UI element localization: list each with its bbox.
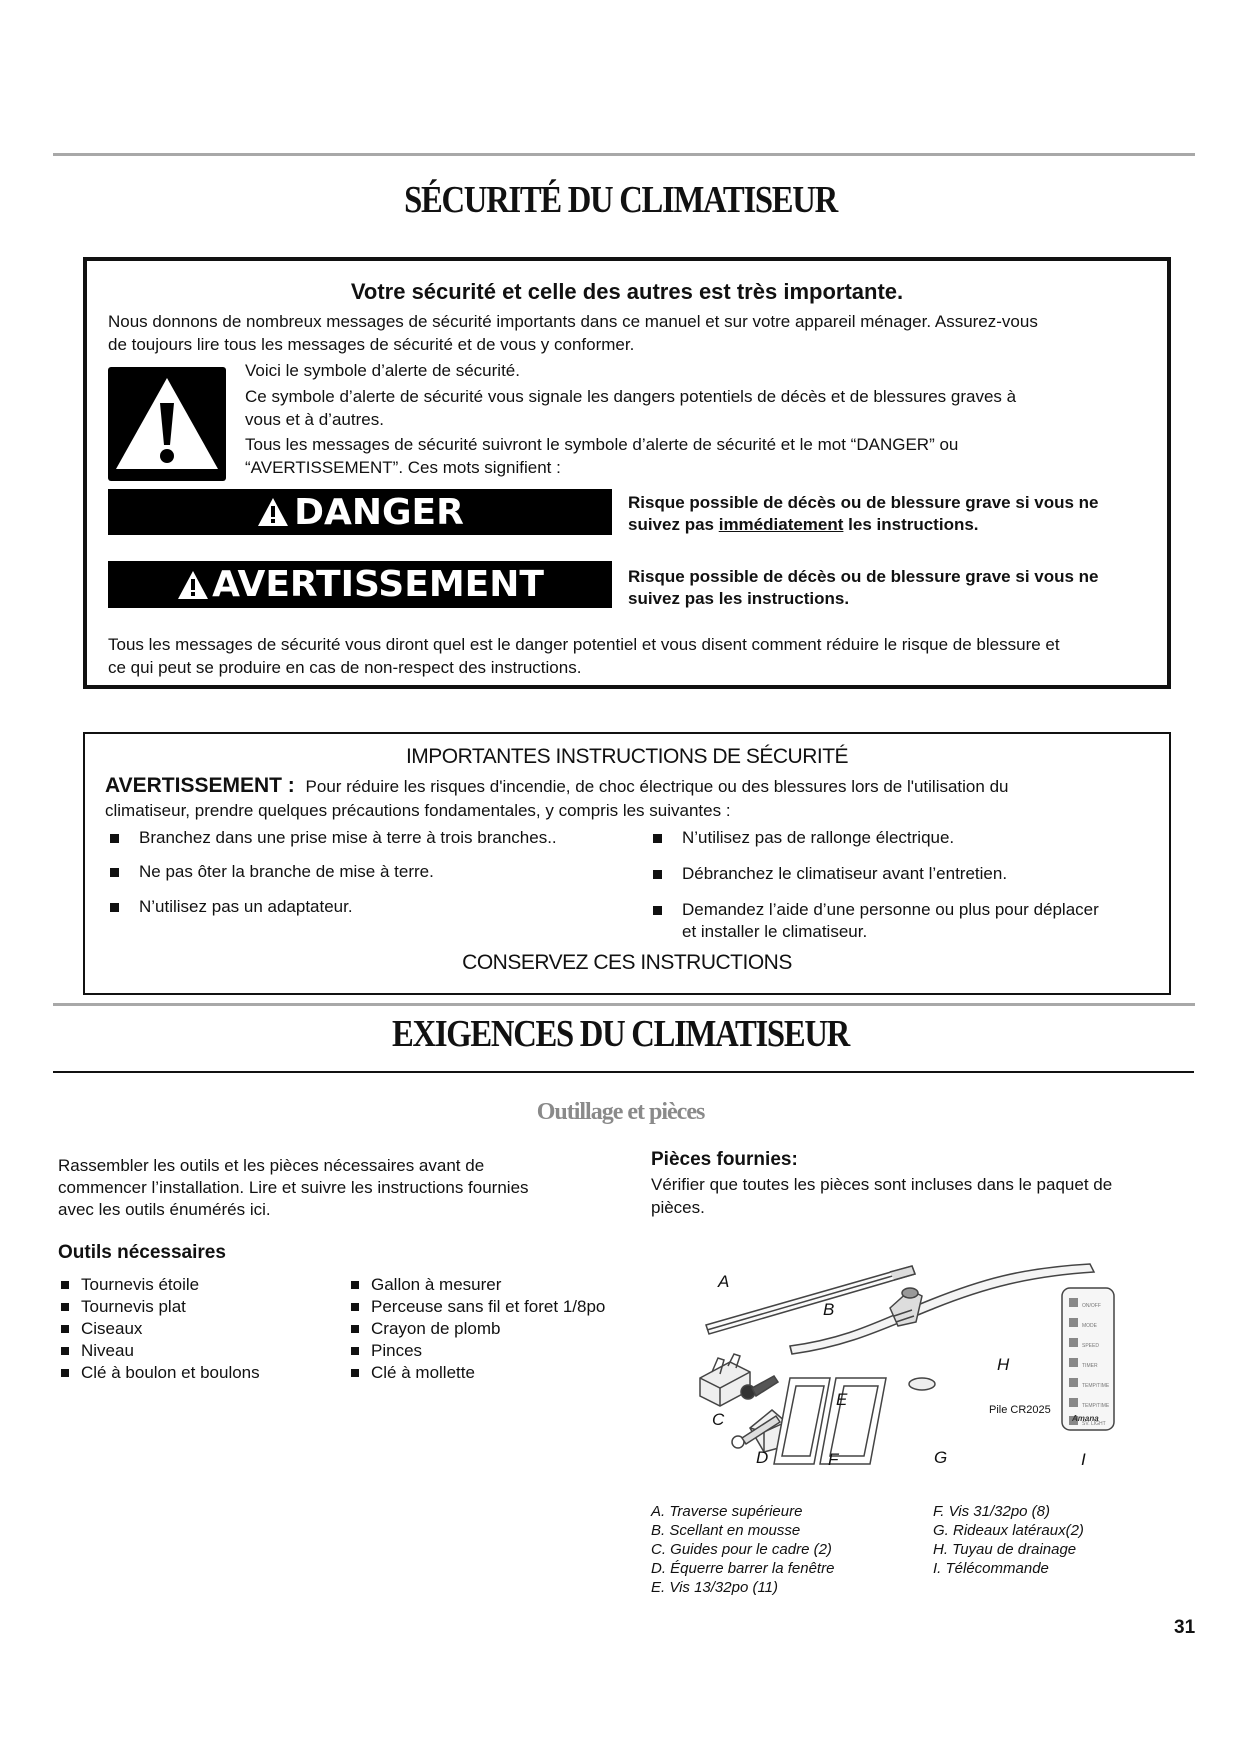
security-title: SÉCURITÉ DU CLIMATISEUR — [404, 179, 837, 221]
figure-label-g: G — [934, 1448, 948, 1467]
figure-label-c: C — [712, 1410, 725, 1429]
safety-heading: Votre sécurité et celle des autres est très importante. — [350, 279, 904, 304]
drain-tube-part — [890, 1288, 922, 1326]
figure-label-h: H — [997, 1355, 1010, 1374]
page-number: 31 — [1174, 1617, 1196, 1638]
instructions-heading: IMPORTANTES INSTRUCTIONS DE SÉCURITÉ — [405, 745, 849, 768]
figure-label-f: F — [828, 1450, 839, 1469]
requirements-underline — [53, 1071, 1194, 1073]
warning-text-2: suivez pas les instructions. — [628, 589, 850, 608]
remote-brand-logo: Amana — [1072, 1414, 1099, 1423]
legend-item: H. Tuyau de drainage — [933, 1541, 1077, 1558]
danger-text-2c: les instructions. — [843, 515, 979, 534]
legend-item: D. Équerre barrer la fenêtre — [651, 1560, 835, 1577]
warning-banner — [108, 561, 612, 608]
instructions-warning-word: AVERTISSEMENT : — [105, 774, 295, 797]
legend-item: E. Vis 13/32po (11) — [651, 1579, 779, 1596]
figure-label-i: I — [1081, 1450, 1086, 1469]
danger-text-2 — [628, 513, 979, 536]
legend-item: G. Rideaux latéraux(2) — [933, 1522, 1084, 1539]
danger-text-2a: suivez pas — [628, 515, 719, 534]
legend-item: C. Guides pour le cadre (2) — [651, 1541, 832, 1558]
figure-label-b: B — [823, 1300, 835, 1319]
requirements-title: EXIGENCES DU CLIMATISEUR — [392, 1013, 849, 1055]
warning-triangle-icon — [176, 569, 210, 601]
safety-footer-line1: Tous les messages de sécurité vous diront quel est le danger potentiel et vous disent comment réduire le risque de blessure et — [108, 635, 1060, 654]
figure-label-a: A — [718, 1272, 730, 1291]
remote-button-labels: ON/OFF MODE SPEED TIMER TEMP/TIME TEMP/TIME SV. LIGHT — [1082, 1303, 1110, 1427]
foam-seal-part — [790, 1264, 1094, 1354]
warning-triangle-icon — [256, 496, 290, 528]
symbol-text-1: Voici le symbole d’alerte de sécurité. — [245, 361, 520, 380]
tools-heading: Outils nécessaires — [58, 1242, 226, 1263]
safety-intro-line2: de toujours lire tous les messages de sécurité et de vous y conformer. — [108, 335, 635, 354]
safety-message-box — [83, 257, 1171, 689]
instructions-warning-text1: Pour réduire les risques d'incendie, de choc électrique ou des blessures lors de l'utilisation du — [305, 777, 1009, 796]
instructions-warning-line2: climatiseur, prendre quelques précautions fondamentales, y compris les suivantes : — [105, 801, 731, 820]
instructions-closing: CONSERVEZ CES INSTRUCTIONS — [462, 951, 792, 974]
top-divider — [53, 153, 1195, 156]
parts-illustration — [690, 1250, 1130, 1480]
symbol-text-3b: “AVERTISSEMENT”. Ces mots signifient : — [245, 458, 561, 477]
legend-item: A. Traverse supérieure — [651, 1503, 803, 1520]
legend-item: I. Télécommande — [933, 1560, 1049, 1577]
requirements-divider — [53, 1003, 1195, 1006]
figure-label-e: E — [836, 1390, 848, 1409]
instructions-warning-line1 — [105, 774, 1008, 798]
tools-intro-line2: commencer l’installation. Lire et suivre les instructions fournies — [58, 1178, 529, 1197]
alert-symbol-icon — [108, 367, 226, 481]
danger-banner — [108, 489, 612, 535]
tools-intro-line3: avec les outils énumérés ici. — [58, 1200, 271, 1219]
parts-heading: Pièces fournies: — [651, 1149, 798, 1170]
safety-footer-line2: ce qui peut se produire en cas de non-respect des instructions. — [108, 658, 582, 677]
danger-label: DANGER — [294, 491, 464, 533]
battery-label: Pile CR2025 — [989, 1404, 1051, 1416]
warning-label: AVERTISSEMENT — [212, 564, 544, 605]
legend-item: F. Vis 31/32po (8) — [933, 1503, 1051, 1520]
figure-label-d: D — [756, 1448, 769, 1467]
requirements-subtitle: Outillage et pièces — [536, 1099, 705, 1125]
danger-text-2b: immédiatement — [718, 515, 844, 534]
frame-guide-part — [700, 1354, 750, 1406]
parts-intro-line2: pièces. — [651, 1198, 705, 1217]
tools-intro-line1: Rassembler les outils et les pièces nécessaires avant de — [58, 1156, 485, 1175]
legend-item: B. Scellant en mousse — [651, 1522, 801, 1539]
parts-intro-line1: Vérifier que toutes les pièces sont incluses dans le paquet de — [651, 1175, 1113, 1194]
warning-text-1: Risque possible de décès ou de blessure grave si vous ne — [628, 567, 1099, 586]
symbol-text-3a: Tous les messages de sécurité suivront le symbole d’alerte de sécurité et le mot “DANGER” ou — [245, 435, 959, 454]
important-instructions-box: IMPORTANTES INSTRUCTIONS DE SÉCURITÉ AVERTISSEMENT : Pour réduire les risques d'incendie, de choc électrique ou des blessures lors de l'utilisation du climatiseur, prendre quelques précautions fondamentales, y compris les suivantes : Branchez dans une prise mise à terre à trois branches.. Ne pas ôter la branche de mise à terre. N’utilisez pas un adaptateur. N’utilisez pas de rallonge électrique. Débranchez le climatiseur avant l’entretien. Demandez l’aide d’une personne ou plus pour déplacer et installer le climatiseur. CONSERVEZ CES INSTRUCTIONS — [83, 732, 1171, 995]
safety-intro-line1: Nous donnons de nombreux messages de sécurité importants dans ce manuel et sur votre appareil ménager. Assurez-vous — [108, 312, 1038, 331]
danger-text-1: Risque possible de décès ou de blessure grave si vous ne — [628, 493, 1099, 512]
battery-part — [909, 1378, 935, 1390]
symbol-text-2a: Ce symbole d’alerte de sécurité vous signale les dangers potentiels de décès et de blessures graves à — [245, 387, 1017, 406]
symbol-text-2b: vous et à d’autres. — [245, 410, 384, 429]
